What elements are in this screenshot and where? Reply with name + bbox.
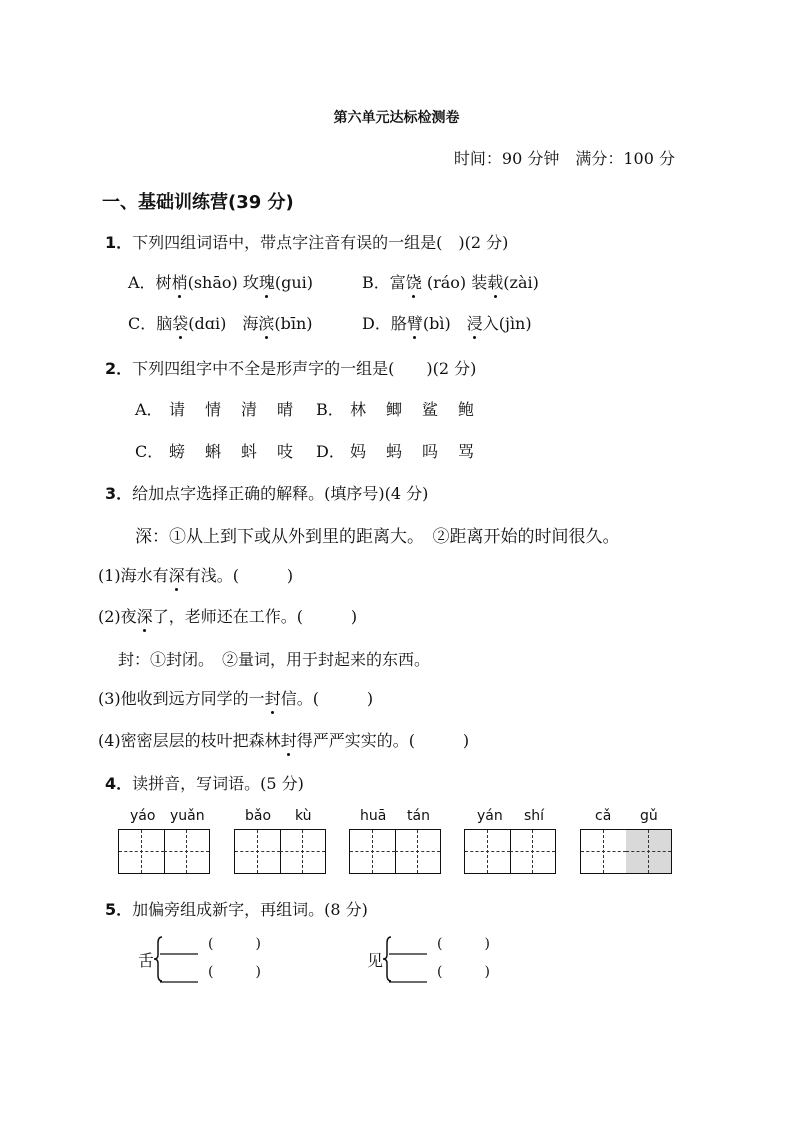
sentence-text: (4)密密层层的枝叶把森林: [98, 731, 281, 750]
char: 妈: [350, 442, 367, 461]
option-label: B．: [316, 400, 344, 419]
sentence-3: [98, 686, 373, 709]
sentence-text: 了，老师还在工作。( ): [152, 607, 358, 626]
option-text: (dɑi) 海: [188, 314, 259, 333]
sentence-text: 信。( ): [280, 689, 374, 708]
brace-left: [154, 933, 200, 985]
question-number: 1．: [105, 233, 133, 252]
page-title: 第六单元达标检测卷: [333, 110, 460, 126]
option-text: (ráo) 装: [421, 273, 488, 292]
pinyin: yáo: [130, 808, 156, 824]
option-b: [316, 397, 494, 420]
option-label: C．: [135, 442, 164, 461]
question-text: 给加点字选择正确的解释。(填序号)(4 分): [132, 484, 429, 503]
dotted-char: 载: [487, 270, 503, 293]
sentence-4: [98, 728, 469, 751]
dotted-char: 瑰: [259, 270, 275, 293]
option-label: C．脑: [128, 314, 173, 333]
option-label: D．胳: [362, 314, 407, 333]
definition-feng: 封：①封闭。 ②量词，用于封起来的东西。: [118, 650, 431, 669]
sentence-text: (2)夜: [98, 607, 137, 626]
question-3: [105, 481, 428, 504]
option-text: (bì): [422, 314, 467, 333]
option-label: A．: [135, 400, 163, 419]
question-number: 5．: [105, 900, 133, 919]
question-number: 3．: [105, 484, 133, 503]
answer-paren[interactable]: ( ): [208, 964, 261, 980]
question-number: 2．: [105, 359, 133, 378]
option-d: [316, 439, 494, 462]
question-2: [105, 356, 476, 379]
dotted-char: 饶: [406, 270, 422, 293]
option-c: [135, 439, 313, 462]
option-label: B．富: [362, 273, 406, 292]
option-a: [135, 397, 313, 420]
writing-box[interactable]: [464, 829, 556, 874]
option-label: D．: [316, 442, 345, 461]
char: 螃: [169, 442, 186, 461]
sentence-text: 有浅。( ): [184, 566, 294, 585]
char: 骂: [458, 442, 475, 461]
dotted-char: 浸: [467, 311, 483, 334]
question-text: 读拼音，写词语。(5 分): [132, 774, 304, 793]
char: 鲫: [386, 400, 403, 419]
question-1: [105, 230, 508, 253]
question-4: [105, 771, 304, 794]
pinyin: huā: [360, 808, 387, 824]
pinyin: kù: [295, 808, 312, 824]
char: 蝌: [205, 442, 222, 461]
brace-right: [383, 933, 429, 985]
char: 吱: [277, 442, 294, 461]
time-info: 时间：90 分钟 满分：100 分: [453, 149, 675, 168]
writing-box[interactable]: [234, 829, 326, 874]
question-5: [105, 897, 368, 920]
pinyin: yuǎn: [170, 808, 205, 824]
answer-paren[interactable]: ( ): [437, 936, 490, 952]
char: 鲍: [458, 400, 475, 419]
char: 清: [241, 400, 258, 419]
option-text: 入(jìn): [482, 314, 532, 333]
option-d: [362, 311, 532, 334]
char: 吗: [422, 442, 439, 461]
dotted-char: 深: [169, 563, 185, 586]
dotted-char: 臂: [407, 311, 423, 334]
option-a: [128, 270, 313, 293]
char: 情: [205, 400, 222, 419]
pinyin: cǎ: [595, 808, 612, 824]
pinyin: bǎo: [245, 808, 272, 824]
question-number: 4．: [105, 774, 133, 793]
option-text: (zài): [503, 273, 539, 292]
question-text: 下列四组字中不全是形声字的一组是( )(2 分): [132, 359, 477, 378]
question-text: 加偏旁组成新字，再组词。(8 分): [132, 900, 368, 919]
answer-paren[interactable]: ( ): [437, 964, 490, 980]
base-char-left: 舌: [138, 951, 155, 970]
dotted-char: 封: [281, 728, 297, 751]
pinyin: shí: [524, 808, 545, 824]
question-text: 下列四组词语中，带点字注音有误的一组是( )(2 分): [132, 233, 509, 252]
sentence-text: (3)他收到远方同学的一: [98, 689, 265, 708]
char: 林: [350, 400, 367, 419]
char: 晴: [277, 400, 294, 419]
pinyin: gǔ: [640, 808, 658, 824]
answer-paren[interactable]: ( ): [208, 936, 261, 952]
dotted-char: 滨: [258, 311, 274, 334]
dotted-char: 封: [265, 686, 281, 709]
dotted-char: 深: [137, 604, 153, 627]
option-text: (bīn): [274, 314, 313, 333]
option-text: (shāo) 玫: [187, 273, 259, 292]
sentence-text: 得严严实实的。( ): [296, 731, 470, 750]
pinyin: tán: [407, 808, 430, 824]
char: 鲨: [422, 400, 439, 419]
option-c: [128, 311, 313, 334]
dotted-char: 袋: [172, 311, 188, 334]
dotted-char: 梢: [172, 270, 188, 293]
option-text: (gui): [274, 273, 314, 292]
writing-box[interactable]: [580, 829, 672, 874]
definition-shen: 深：①从上到下或从外到里的距离大。 ②距离开始的时间很久。: [135, 527, 620, 547]
pinyin: yán: [477, 808, 503, 824]
char: 蚪: [241, 442, 258, 461]
option-b: [362, 270, 539, 293]
char: 蚂: [386, 442, 403, 461]
base-char-right: 见: [367, 951, 384, 970]
section-heading: 一、基础训练营(39 分): [102, 192, 294, 213]
sentence-text: (1)海水有: [98, 566, 169, 585]
option-label: A．树: [128, 273, 172, 292]
char: 请: [169, 400, 186, 419]
sentence-1: [98, 563, 293, 586]
writing-box[interactable]: [349, 829, 441, 874]
sentence-2: [98, 604, 357, 627]
writing-box[interactable]: [118, 829, 210, 874]
